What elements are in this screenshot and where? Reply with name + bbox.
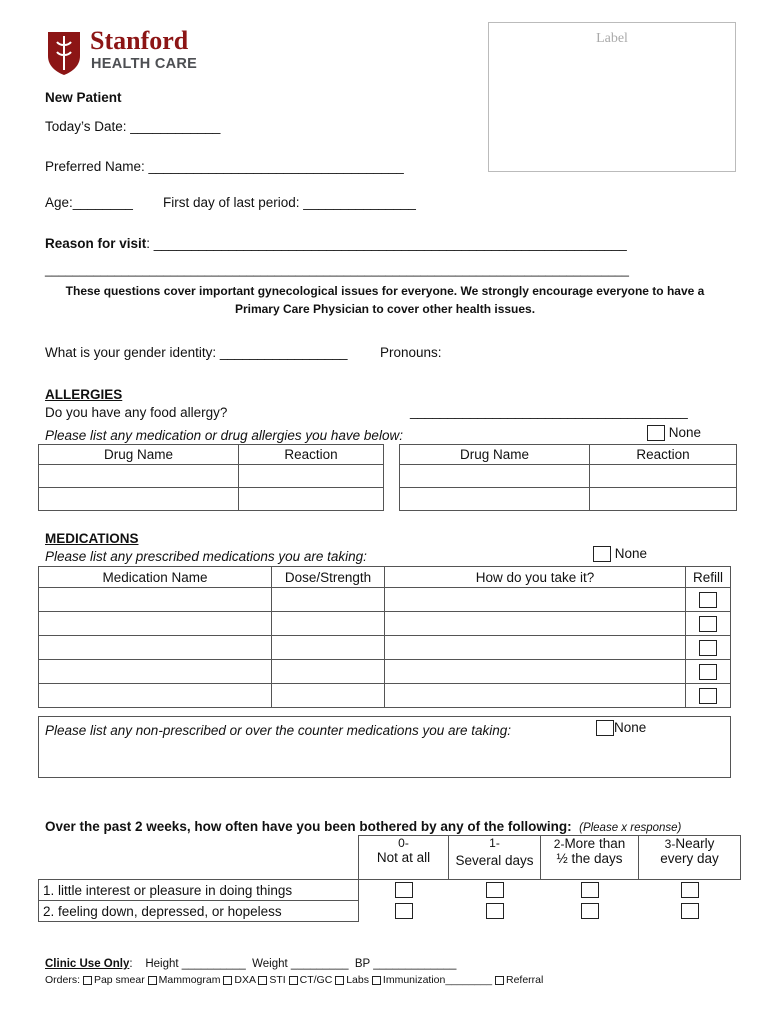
notice-line-2: Primary Care Physician to cover other health issues. bbox=[234, 302, 536, 316]
allergies-heading: ALLERGIES bbox=[45, 387, 123, 402]
medications-none-option[interactable] bbox=[593, 546, 647, 562]
phq-col2-header bbox=[541, 836, 639, 880]
table-row bbox=[39, 660, 731, 684]
refill-header: Refill bbox=[686, 567, 731, 588]
otc-none-option[interactable] bbox=[596, 720, 646, 736]
drug-name-cell[interactable] bbox=[39, 465, 239, 488]
refill-checkbox[interactable] bbox=[699, 688, 717, 704]
medication-name-cell[interactable] bbox=[39, 684, 272, 708]
reason-label: Reason for visit bbox=[45, 236, 147, 251]
phq-1-checkbox-0[interactable] bbox=[395, 882, 413, 898]
orders-line bbox=[45, 974, 543, 986]
refill-checkbox[interactable] bbox=[699, 664, 717, 680]
phq-cell bbox=[639, 880, 741, 901]
phq-table bbox=[38, 835, 741, 922]
phq-col2-label-a: More than bbox=[564, 836, 626, 851]
pap-smear-checkbox[interactable] bbox=[83, 976, 92, 985]
medications-none-label: None bbox=[614, 546, 648, 561]
medication-name-cell[interactable] bbox=[39, 660, 272, 684]
phq-col3-num: 3- bbox=[664, 837, 676, 851]
orders-label: Orders: bbox=[45, 974, 81, 986]
dose-cell[interactable] bbox=[272, 636, 385, 660]
reaction-header: Reaction bbox=[239, 445, 384, 465]
phq-col1-num: 1- bbox=[489, 836, 500, 850]
drug-name-cell[interactable] bbox=[39, 488, 239, 511]
drug-allergy-table-right bbox=[399, 444, 737, 511]
immunization-checkbox[interactable] bbox=[372, 976, 381, 985]
dose-cell[interactable] bbox=[272, 588, 385, 612]
sti-label: STI bbox=[269, 974, 286, 986]
otc-medications-box[interactable] bbox=[38, 716, 731, 778]
referral-checkbox[interactable] bbox=[495, 976, 504, 985]
allergy-none-option[interactable] bbox=[647, 425, 701, 441]
reason-line: : _______________________________________________________________ bbox=[146, 236, 627, 251]
how-take-cell[interactable] bbox=[385, 588, 686, 612]
todays-date-field[interactable]: Today’s Date: ____________ bbox=[45, 119, 221, 134]
refill-checkbox[interactable] bbox=[699, 592, 717, 608]
pronouns-field[interactable]: Pronouns: bbox=[380, 345, 442, 360]
phq-1-checkbox-2[interactable] bbox=[581, 882, 599, 898]
medications-heading: MEDICATIONS bbox=[45, 531, 139, 546]
reaction-cell[interactable] bbox=[239, 488, 384, 511]
labs-checkbox[interactable] bbox=[335, 976, 344, 985]
phq-col3-header bbox=[639, 836, 741, 880]
reason-line-2[interactable]: ____________________________________________________________________________________ bbox=[45, 263, 629, 277]
refill-checkbox[interactable] bbox=[699, 640, 717, 656]
dose-cell[interactable] bbox=[272, 660, 385, 684]
table-row bbox=[400, 465, 737, 488]
refill-checkbox[interactable] bbox=[699, 616, 717, 632]
labs-label: Labs bbox=[346, 974, 369, 986]
phq-col2-num: 2- bbox=[553, 837, 565, 851]
otc-prompt: Please list any non-prescribed or over the counter medications you are taking: bbox=[45, 723, 512, 738]
medications-prompt: Please list any prescribed medications you are taking: bbox=[45, 549, 367, 564]
refill-cell bbox=[686, 588, 731, 612]
notice-line-1: These questions cover important gynecological issues for everyone. We strongly encourage everyone to have a bbox=[65, 284, 705, 298]
food-allergy-line[interactable]: _____________________________________ bbox=[410, 404, 688, 419]
mammogram-label: Mammogram bbox=[158, 974, 221, 986]
table-row bbox=[400, 488, 737, 511]
phq-col0-label: Not at all bbox=[376, 850, 431, 865]
phq-2-checkbox-0[interactable] bbox=[395, 903, 413, 919]
dose-cell[interactable] bbox=[272, 684, 385, 708]
table-row bbox=[39, 880, 741, 901]
reaction-cell[interactable] bbox=[590, 488, 737, 511]
table-row bbox=[39, 612, 731, 636]
otc-none-checkbox[interactable] bbox=[596, 720, 614, 736]
phq-question: Over the past 2 weeks, how often have you been bothered by any of the following: (Please x response) bbox=[45, 819, 682, 834]
otc-none-label: None bbox=[614, 720, 647, 735]
phq-col0-header bbox=[359, 836, 449, 880]
dxa-checkbox[interactable] bbox=[223, 976, 232, 985]
phq-cell bbox=[449, 901, 541, 922]
preferred-name-field[interactable]: Preferred Name: __________________________________ bbox=[45, 159, 404, 174]
dose-strength-header: Dose/Strength bbox=[272, 567, 385, 588]
phq-1-checkbox-1[interactable] bbox=[486, 882, 504, 898]
how-take-cell[interactable] bbox=[385, 636, 686, 660]
reaction-cell[interactable] bbox=[239, 465, 384, 488]
medication-name-cell[interactable] bbox=[39, 636, 272, 660]
drug-allergy-table-left bbox=[38, 444, 384, 511]
table-row bbox=[39, 465, 384, 488]
age-field[interactable]: Age:________ bbox=[45, 195, 133, 210]
medications-table bbox=[38, 566, 731, 708]
dxa-label: DXA bbox=[234, 974, 256, 986]
medication-name-cell[interactable] bbox=[39, 612, 272, 636]
stanford-health-care-logo bbox=[46, 26, 206, 78]
medication-name-header: Medication Name bbox=[39, 567, 272, 588]
weight-field[interactable]: Weight _________ bbox=[252, 958, 349, 970]
clinic-use-label: Clinic Use Only bbox=[45, 958, 130, 970]
phq-cell bbox=[541, 901, 639, 922]
gender-identity-field[interactable]: What is your gender identity: _________________ bbox=[45, 345, 348, 360]
drug-name-header: Drug Name bbox=[39, 445, 239, 465]
how-take-cell[interactable] bbox=[385, 612, 686, 636]
phq-note: (Please x response) bbox=[579, 822, 682, 834]
height-field[interactable]: Height __________ bbox=[145, 958, 246, 970]
table-row bbox=[39, 684, 731, 708]
phq-2-checkbox-1[interactable] bbox=[486, 903, 504, 919]
stanford-shield-icon bbox=[46, 30, 82, 76]
immunization-label: Immunization________ bbox=[382, 974, 493, 986]
reaction-header: Reaction bbox=[590, 445, 737, 465]
allergy-none-label: None bbox=[668, 425, 702, 440]
phq-question-text: Over the past 2 weeks, how often have you been bothered by any of the following bbox=[45, 819, 568, 834]
new-patient-heading: New Patient bbox=[45, 90, 122, 105]
phq-col2-label-b: ½ the days bbox=[556, 851, 623, 866]
refill-cell bbox=[686, 660, 731, 684]
drug-name-cell[interactable] bbox=[400, 465, 590, 488]
phq-cell bbox=[359, 880, 449, 901]
phq-col3-label-a: Nearly bbox=[675, 836, 715, 851]
refill-cell bbox=[686, 612, 731, 636]
phq-1-checkbox-3[interactable] bbox=[681, 882, 699, 898]
phq-cell bbox=[639, 901, 741, 922]
table-row bbox=[39, 636, 731, 660]
table-row bbox=[39, 901, 741, 922]
how-take-cell[interactable] bbox=[385, 684, 686, 708]
phq-item-2: 2. feeling down, depressed, or hopeless bbox=[39, 901, 359, 922]
drug-name-cell[interactable] bbox=[400, 488, 590, 511]
table-row bbox=[39, 488, 384, 511]
sti-checkbox[interactable] bbox=[258, 976, 267, 985]
referral-label: Referral bbox=[506, 974, 544, 986]
reason-for-visit-field[interactable] bbox=[45, 236, 627, 251]
phq-col3-label-b: every day bbox=[660, 851, 719, 866]
drug-name-header: Drug Name bbox=[400, 445, 590, 465]
phq-item-1: 1. little interest or pleasure in doing things bbox=[39, 880, 359, 901]
first-day-last-period-field[interactable]: First day of last period: _______________ bbox=[163, 195, 416, 210]
phq-2-checkbox-2[interactable] bbox=[581, 903, 599, 919]
clinic-use-line: Clinic Use Only: Height __________ Weight _________ BP _____________ bbox=[45, 958, 457, 970]
phq-blank-header bbox=[39, 836, 359, 880]
label-box-title: Label bbox=[596, 31, 628, 46]
dose-cell[interactable] bbox=[272, 612, 385, 636]
phq-2-checkbox-3[interactable] bbox=[681, 903, 699, 919]
how-take-cell[interactable] bbox=[385, 660, 686, 684]
bp-field[interactable]: BP _____________ bbox=[354, 958, 457, 970]
refill-cell bbox=[686, 684, 731, 708]
patient-label-box bbox=[488, 22, 736, 172]
phq-col0-num: 0- bbox=[398, 836, 409, 850]
phq-cell bbox=[359, 901, 449, 922]
allergy-none-checkbox[interactable] bbox=[647, 425, 665, 441]
food-allergy-question: Do you have any food allergy? bbox=[45, 405, 228, 420]
logo-wordmark: Stanford bbox=[90, 26, 189, 55]
refill-cell bbox=[686, 636, 731, 660]
medication-name-cell[interactable] bbox=[39, 588, 272, 612]
table-row bbox=[39, 588, 731, 612]
phq-cell bbox=[541, 880, 639, 901]
ctgc-label: CT/GC bbox=[299, 974, 333, 986]
logo-subtitle: HEALTH CARE bbox=[91, 56, 198, 72]
reaction-cell[interactable] bbox=[590, 465, 737, 488]
pap-smear-label: Pap smear bbox=[93, 974, 145, 986]
ctgc-checkbox[interactable] bbox=[289, 976, 298, 985]
phq-col1-header bbox=[449, 836, 541, 880]
how-take-header: How do you take it? bbox=[385, 567, 686, 588]
drug-allergy-prompt: Please list any medication or drug allergies you have below: bbox=[45, 428, 403, 443]
medications-none-checkbox[interactable] bbox=[593, 546, 611, 562]
mammogram-checkbox[interactable] bbox=[148, 976, 157, 985]
phq-cell bbox=[449, 880, 541, 901]
phq-col1-label: Several days bbox=[455, 853, 534, 868]
